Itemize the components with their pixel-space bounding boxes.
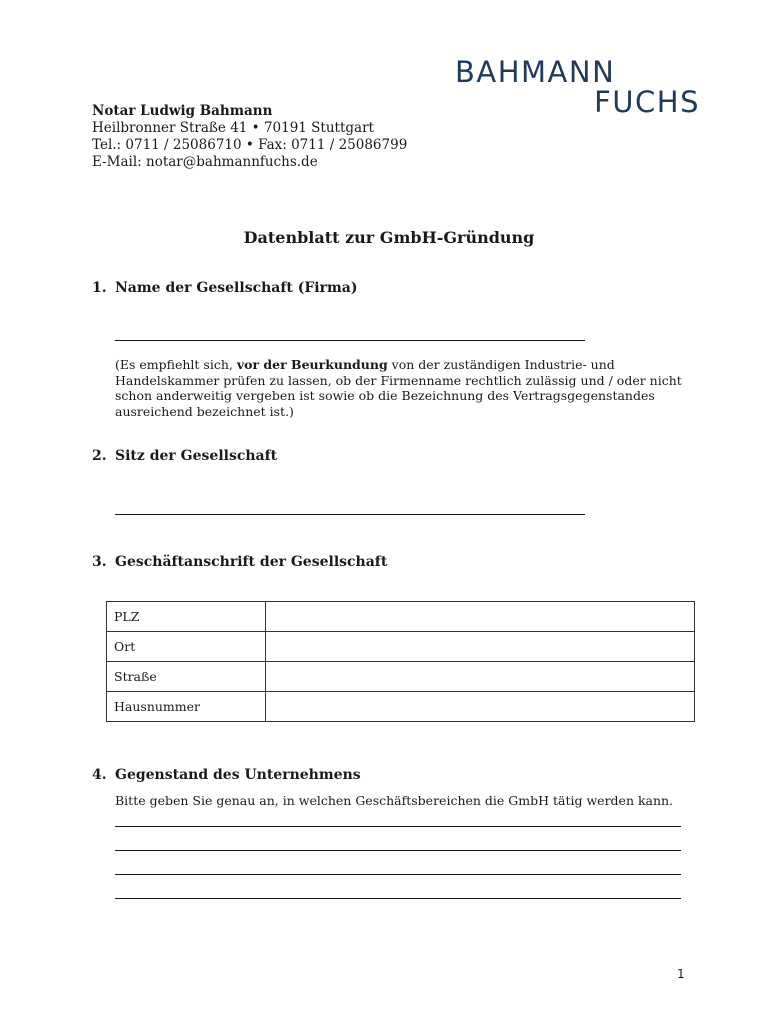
input-ort[interactable] [266,632,695,662]
hint-text-bold: vor der Beurkundung [236,357,388,372]
business-purpose-line-3[interactable] [115,874,681,875]
section-title: Gegenstand des Unternehmens [115,767,361,783]
company-seat-line[interactable] [115,514,585,515]
address-table [106,601,695,722]
hint-text-1: (Es empfiehlt sich, [115,357,237,372]
label-strasse: Straße [107,662,266,692]
section-2-heading [92,448,277,464]
section-title: Geschäftanschrift der Gesellschaft [115,554,388,570]
business-purpose-line-4[interactable] [115,898,681,899]
section-title: Name der Gesellschaft (Firma) [115,280,358,296]
document-title: Datenblatt zur GmbH-Gründung [243,228,535,247]
sender-name: Notar Ludwig Bahmann [92,103,273,119]
section-title: Sitz der Gesellschaft [115,448,278,464]
page-number: 1 [677,967,685,981]
logo-line-2: FUCHS [594,85,700,119]
section-number: 2. [92,448,107,464]
input-strasse[interactable] [266,662,695,692]
label-plz: PLZ [107,602,266,632]
table-row [107,662,695,692]
input-plz[interactable] [266,602,695,632]
sender-address: Heilbronner Straße 41 • 70191 Stuttgart [92,120,374,136]
section-4-heading [92,767,361,783]
business-purpose-line-2[interactable] [115,850,681,851]
section-1-heading [92,280,357,296]
label-hausnummer: Hausnummer [107,692,266,722]
company-logo [455,55,700,120]
input-hausnummer[interactable] [266,692,695,722]
company-name-line[interactable] [115,340,585,341]
logo-line-1: BAHMANN [455,55,616,89]
table-row [107,692,695,722]
label-ort: Ort [107,632,266,662]
section-number: 4. [92,767,107,783]
section-3-heading [92,554,387,570]
hint-text-2: von der zuständigen Industrie- und Handelskammer prüfen zu lassen, ob der Firmenname rechtlich zulässig und / oder nicht schon anderweitig vergeben ist sowie ob die Bezeichnung des Vertragsgegenstandes ausreichend bezeichnet ist.) [115,357,682,419]
table-row [107,632,695,662]
sender-phone-fax: Tel.: 0711 / 25086710 • Fax: 0711 / 25086799 [92,137,408,153]
sender-email: E-Mail: notar@bahmannfuchs.de [92,154,318,170]
sender-block [92,103,407,171]
table-row [107,602,695,632]
business-purpose-intro: Bitte geben Sie genau an, in welchen Geschäftsbereichen die GmbH tätig werden kann. [115,793,674,808]
section-number: 3. [92,554,107,570]
section-number: 1. [92,280,107,296]
company-name-hint [115,357,690,419]
business-purpose-line-1[interactable] [115,826,681,827]
